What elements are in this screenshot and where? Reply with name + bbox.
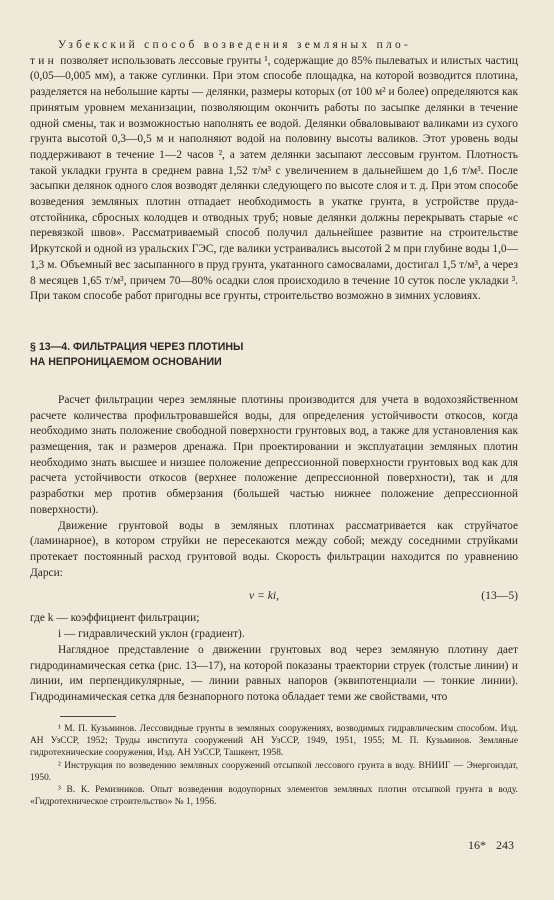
definition-k: где k — коэффициент фильтрации; bbox=[30, 612, 200, 625]
paragraph-uzbek-method bbox=[30, 38, 518, 305]
footnote-2: ² Инструкция по возведению земляных сооружений отсыпкой лессового грунта в воду. ВНИИГ — Энергоиздат, 1950. bbox=[30, 760, 518, 783]
variable-definitions bbox=[30, 611, 518, 642]
darcy-equation bbox=[30, 588, 518, 604]
footnote-3: ³ В. К. Ремизников. Опыт возведения водоупорных элементов земляных плотин отсыпкой грунта в воду. «Гидротехническое строительство» № 1, 1956. bbox=[30, 785, 518, 808]
formula-number: (13—5) bbox=[481, 589, 518, 603]
section-heading-line-2: НА НЕПРОНИЦАЕМОМ ОСНОВАНИИ bbox=[30, 355, 222, 368]
formula: v = ki, bbox=[248, 589, 280, 603]
footnote-1: ¹ М. П. Кузьминов. Лессовидные грунты в земляных сооружениях, возводимых гидравлическим способом. Изд. АН УзССР, 1952; Труды института сооружений АН УзССР, 1949, 1951, 1955; М. П. Кузьминов. Земляные гидротехнические сооружения, Изд. АН УзССР, Ташкент, 1958. bbox=[30, 723, 518, 759]
paragraph-flow-net: Наглядное представление о движении грунтовых вод через земляную плотину дает гидродинамическая сетка (рис. 13—17), на которой показаны траектории струек (толстые линии) и линии, им перпендикулярные, — линии равных напоров (эквипотенциали — тонкие линии). Гидродинамическая сетка для безнапорного потока обладает теми же свойствами, что bbox=[30, 643, 518, 703]
definition-i: i — гидравлический уклон (градиент). bbox=[58, 628, 245, 641]
signature-mark: 16* bbox=[468, 838, 486, 852]
paragraph-filtration-purpose: Расчет фильтрации через земляные плотины производится для учета в водохозяйственном расчете количества профильтровавшейся воды, для определения устойчивости откосов, когда необходимо знать положение свободной поверхности грунтовых вод, а также для установления как размещения, так и размеров дренажа. При проектировании и эксплуатации земляных плотин необходимо знать высшее и низшее положение депрессионной поверхности грунтовых вод как для расчета устойчивости откосов (верхнее положение депрессионной поверхности), так и для разработки мер против обмерзания (большей частью нижнее положение депрессионной поверхности). bbox=[30, 393, 518, 516]
section-heading-line-1: § 13—4. ФИЛЬТРАЦИЯ ЧЕРЕЗ ПЛОТИНЫ bbox=[30, 340, 244, 353]
paragraph-groundwater-flow: Движение грунтовой воды в земляных плотинах рассматривается как струйчатое (ламинарное), в котором струйки не пересекаются между собой; между соседними струйками протекает постоянный расход грунтовой воды. Скорость фильтрации находится по уравнению Дарси: bbox=[30, 519, 518, 579]
footnote-divider bbox=[60, 716, 116, 717]
page-number: 243 bbox=[496, 838, 514, 852]
spaced-emphasis-cont: тин bbox=[30, 54, 58, 67]
paragraph-text: позволяет использовать лессовые грунты ¹, содержащие до 85% пылеватых и илистых частиц (0,05—0,005 мм), а также суглинки. При этом способе площадка, на которой возводится плотина, разделяется на небольшие карты — делянки, размеры которых (от 100 м² и более) определяются как принятым уровнем механизации, позволяющим окончить работы по засыпке делянки в течение одной смены, так и возможностью наполнять ее водой. Делянки обваловывают валиками из сухого грунта высотой 0,3—0,5 м и наполняют водой на половину высоты валиков. Этот уровень воды поддерживают в течение 1—2 часов ², а затем делянки засыпают лессовым грунтом. Плотность такой укладки грунта в среднем равна 1,52 т/м³ с увеличением в дальнейшем до 1,6 т/м³. После засыпки делянок одного слоя возводят делянки следующего по высоте слоя и т. д. При этом способе возведения земляных плотин отпадает необходимость в укатке грунта, в устройстве пруда-отстойника, сбросных колодцев и отводных труб; новые делянки должны перекрывать старые «с перевязкой швов». Рассматриваемый способ получил дальнейшее развитие на строительстве Иркутской и одной из уральских ГЭС, где валики устраивались высотой 2 м при глубине воды 1,0—1,3 м. Объемный вес засыпанного в пруд грунта, укатанного самосвалами, достигал 1,5 т/м³, а через 8 месяцев 1,65 т/м³, причем 70—80% осадки слоя происходило в течение 10 суток после укладки ³. При таком способе работ пригодны все грунты, строительство возможно в зимних условиях. bbox=[30, 54, 518, 303]
page-folio bbox=[458, 838, 514, 853]
spaced-emphasis: Узбекский способ возведения земляных пло- bbox=[58, 39, 412, 51]
